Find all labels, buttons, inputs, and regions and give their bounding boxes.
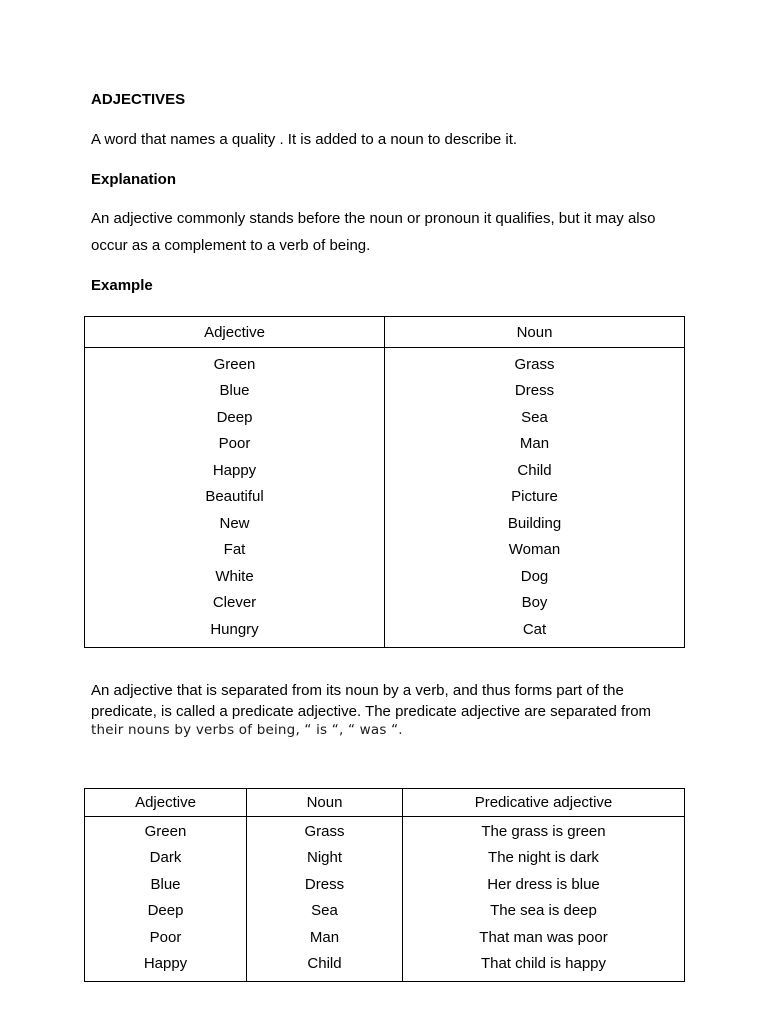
noun-cell: Dress [247, 871, 403, 898]
table-row [85, 348, 685, 378]
example-heading: Example [91, 277, 153, 294]
adjective-cell: Happy [85, 457, 385, 484]
example-table [84, 316, 685, 648]
noun-cell: Dog [385, 563, 685, 590]
adjective-cell: Deep [85, 898, 247, 925]
page-title: ADJECTIVES [91, 91, 186, 108]
adjective-cell: White [85, 563, 385, 590]
adjective-cell: Clever [85, 590, 385, 617]
adjective-cell: Fat [85, 537, 385, 564]
table-row [85, 871, 685, 898]
table-row [85, 590, 685, 617]
predicate-text-line-2: predicate, is called a predicate adjective. The predicate adjective are separated from [91, 703, 652, 720]
noun-cell: Man [385, 431, 685, 458]
table-row [85, 404, 685, 431]
noun-cell: Building [385, 510, 685, 537]
table-row [85, 898, 685, 925]
noun-cell: Woman [385, 537, 685, 564]
predicate-table [84, 788, 685, 982]
predicate-text-line-3: their nouns by verbs of being, “ is “, “ was “. [91, 722, 403, 738]
noun-cell: Night [247, 845, 403, 872]
adjective-cell: Dark [85, 845, 247, 872]
table-row [85, 431, 685, 458]
predicative-cell: The night is dark [403, 845, 685, 872]
adjective-cell: Hungry [85, 616, 385, 647]
noun-cell: Picture [385, 484, 685, 511]
adjective-cell: Poor [85, 431, 385, 458]
header-adjective: Adjective [85, 789, 247, 817]
adjective-cell: Happy [85, 951, 247, 982]
adjective-cell: Beautiful [85, 484, 385, 511]
header-noun: Noun [385, 317, 685, 348]
header-adjective: Adjective [85, 317, 385, 348]
adjective-cell: Blue [85, 871, 247, 898]
adjective-cell: Green [85, 348, 385, 378]
noun-cell: Dress [385, 378, 685, 405]
table-row [85, 484, 685, 511]
table-row [85, 510, 685, 537]
table-row [85, 817, 685, 845]
table-row [85, 457, 685, 484]
noun-cell: Grass [385, 348, 685, 378]
adjective-cell: Green [85, 817, 247, 845]
adjective-cell: Deep [85, 404, 385, 431]
table-row [85, 537, 685, 564]
noun-cell: Child [247, 951, 403, 982]
adjective-cell: New [85, 510, 385, 537]
noun-cell: Boy [385, 590, 685, 617]
table-header-row [85, 317, 685, 348]
header-noun: Noun [247, 789, 403, 817]
table-row [85, 951, 685, 982]
noun-cell: Sea [385, 404, 685, 431]
table-row [85, 378, 685, 405]
predicative-cell: That man was poor [403, 924, 685, 951]
definition-text: A word that names a quality . It is added to a noun to describe it. [91, 131, 518, 148]
explanation-text-line-2: occur as a complement to a verb of being. [91, 237, 371, 254]
predicative-cell: The sea is deep [403, 898, 685, 925]
noun-cell: Grass [247, 817, 403, 845]
noun-cell: Sea [247, 898, 403, 925]
table-row [85, 924, 685, 951]
predicative-cell: Her dress is blue [403, 871, 685, 898]
table-header-row [85, 789, 685, 817]
table-row [85, 616, 685, 647]
noun-cell: Man [247, 924, 403, 951]
header-predicative-adjective: Predicative adjective [403, 789, 685, 817]
table-row [85, 563, 685, 590]
explanation-heading: Explanation [91, 171, 177, 188]
predicative-cell: The grass is green [403, 817, 685, 845]
adjective-cell: Poor [85, 924, 247, 951]
noun-cell: Child [385, 457, 685, 484]
table-row [85, 845, 685, 872]
predicative-cell: That child is happy [403, 951, 685, 982]
noun-cell: Cat [385, 616, 685, 647]
explanation-text-line-1: An adjective commonly stands before the noun or pronoun it qualifies, but it may also [91, 210, 656, 227]
predicate-text-line-1: An adjective that is separated from its noun by a verb, and thus forms part of the [91, 682, 624, 699]
adjective-cell: Blue [85, 378, 385, 405]
